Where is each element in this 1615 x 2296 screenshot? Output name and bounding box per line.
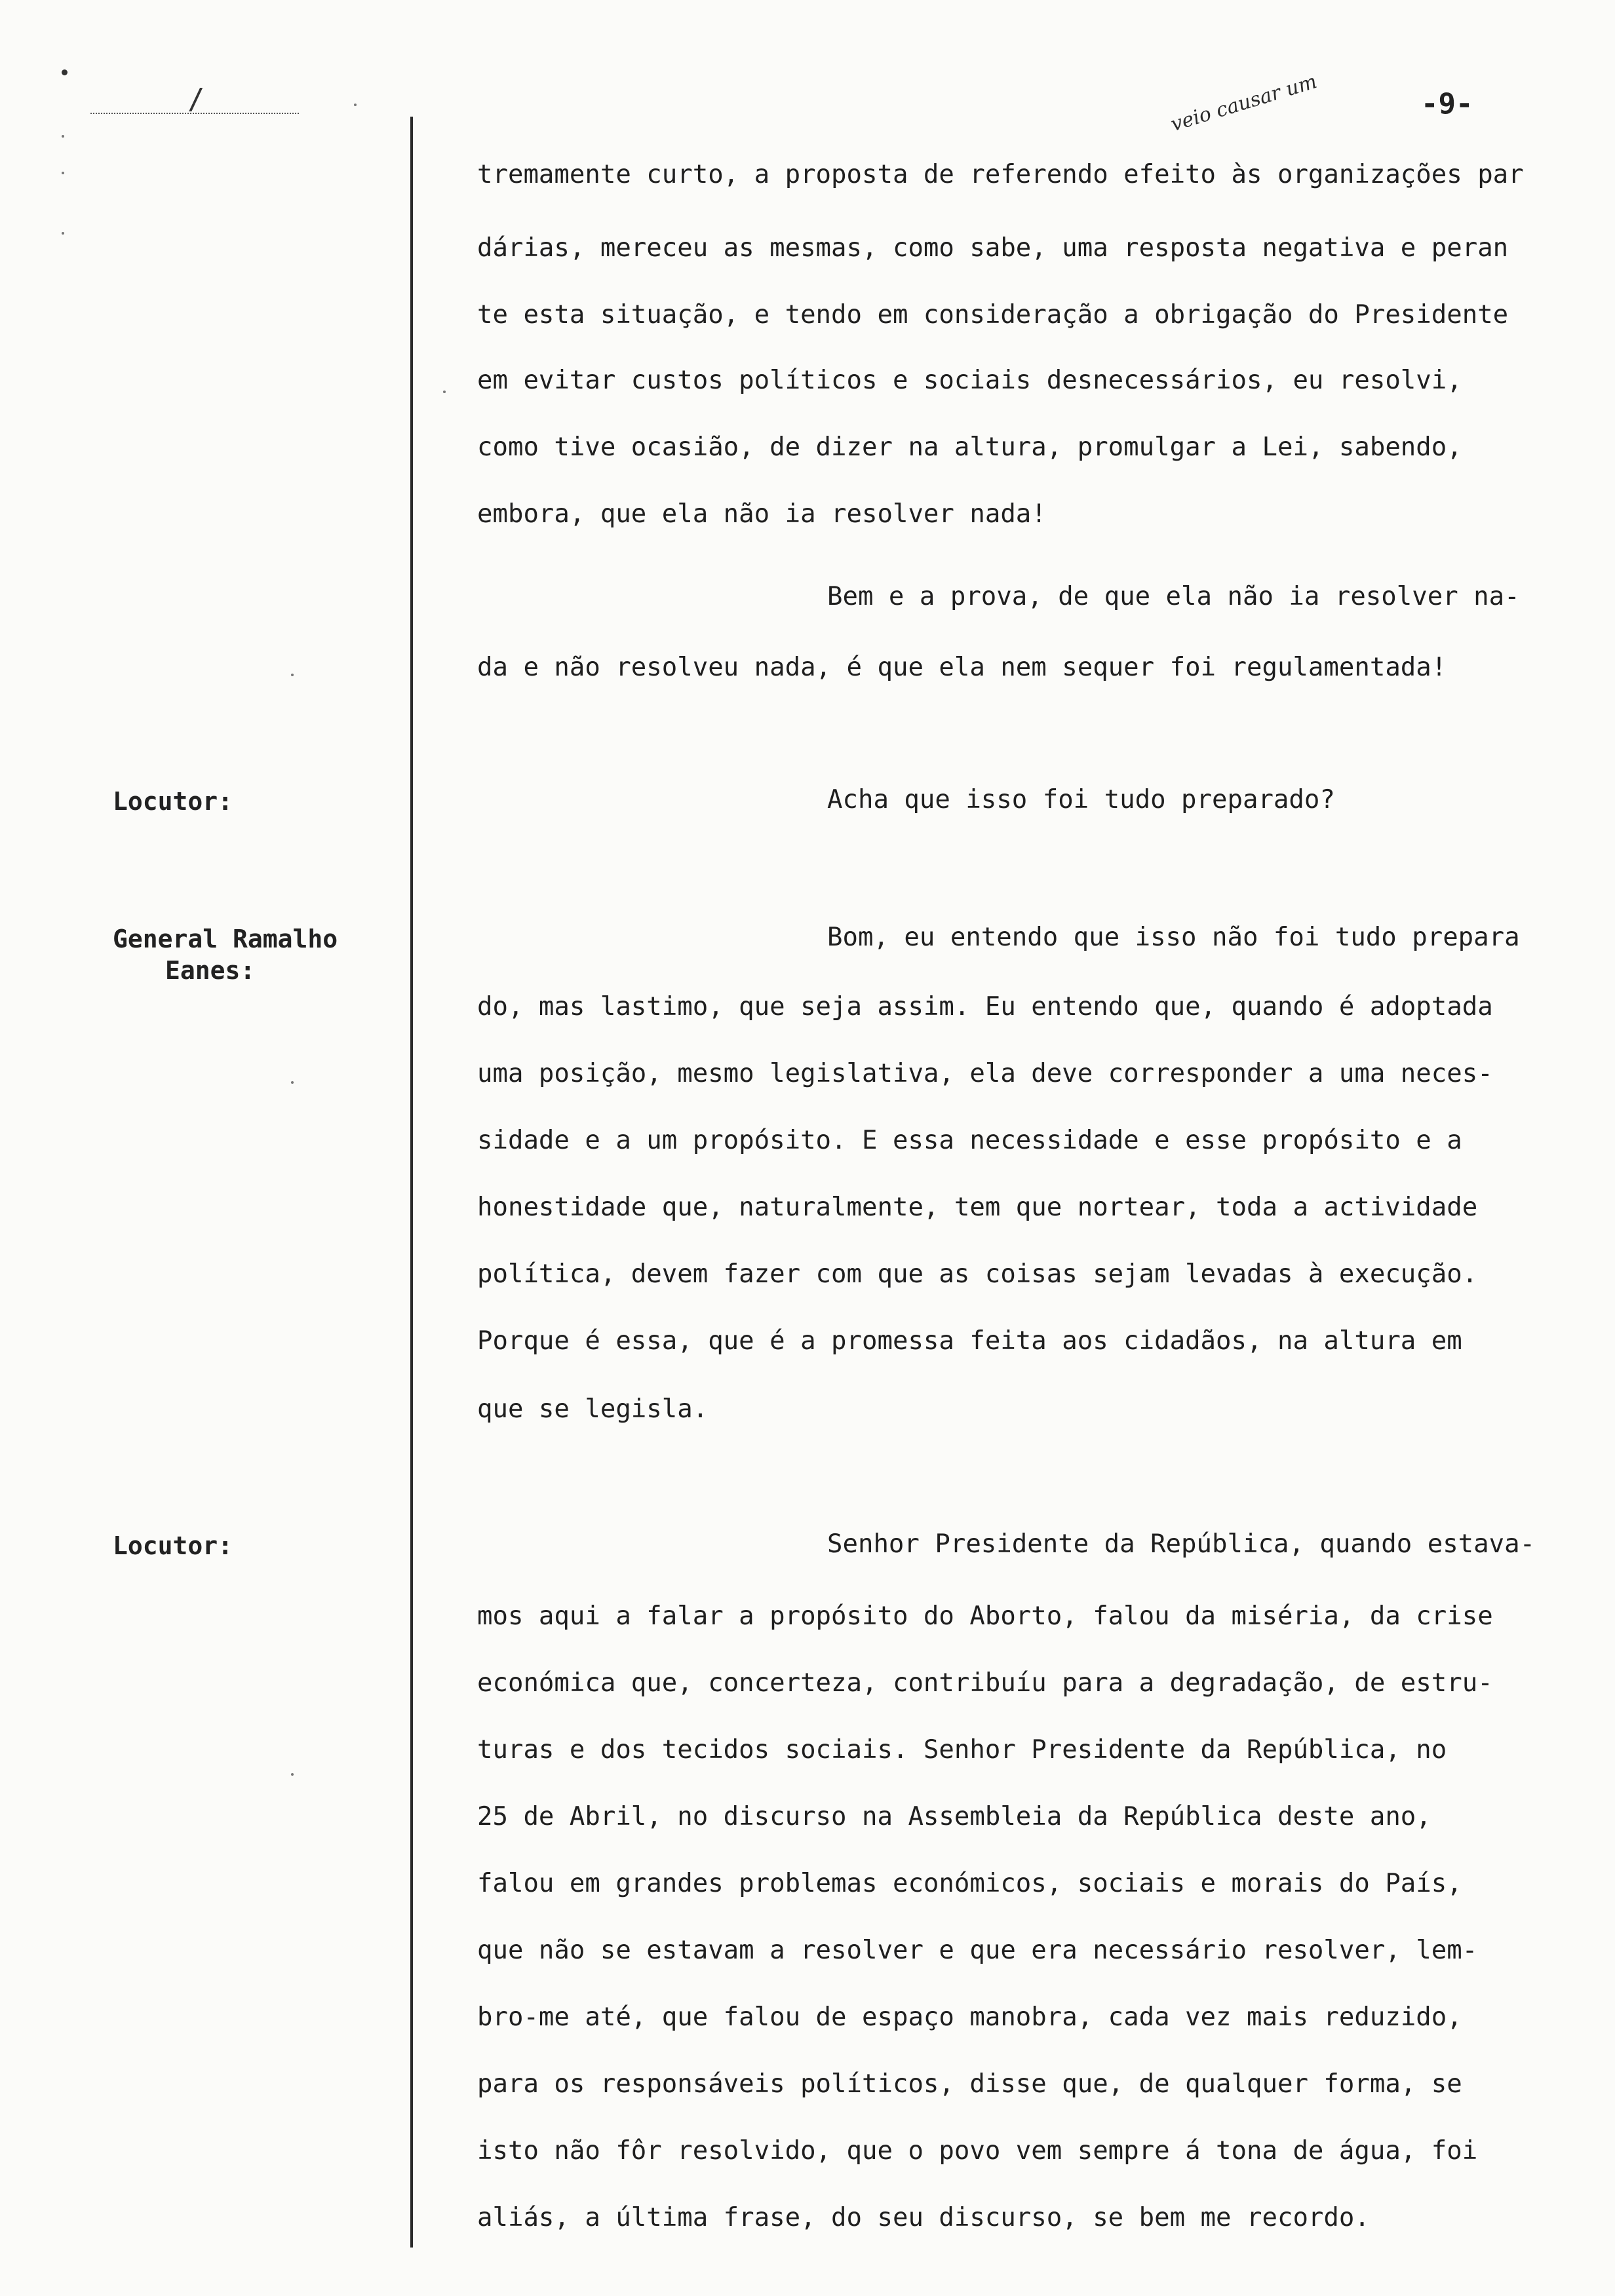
- speaker-locutor-2: Locutor:: [113, 1531, 233, 1560]
- text-line: Acha que isso foi tudo preparado?: [827, 785, 1335, 814]
- text-line: do, mas lastimo, que seja assim. Eu entendo que, quando é adoptada: [477, 992, 1493, 1022]
- text-line: Senhor Presidente da República, quando estava-: [827, 1529, 1536, 1559]
- text-line: bro-me até, que falou de espaço manobra, cada vez mais reduzido,: [477, 2002, 1462, 2032]
- margin-speck: [62, 172, 64, 174]
- text-line: como tive ocasião, de dizer na altura, promulgar a Lei, sabendo,: [477, 432, 1462, 462]
- margin-speck: [62, 135, 64, 138]
- text-line: te esta situação, e tendo em consideração a obrigação do Presidente: [477, 300, 1509, 330]
- text-line: uma posição, mesmo legislativa, ela deve corresponder a uma neces-: [477, 1059, 1493, 1088]
- text-line: falou em grandes problemas económicos, sociais e morais do País,: [477, 1869, 1462, 1898]
- text-line: dárias, mereceu as mesmas, como sabe, uma resposta negativa e peran: [477, 233, 1509, 263]
- text-line: aliás, a última frase, do seu discurso, se bem me recordo.: [477, 2203, 1370, 2232]
- text-line: Bom, eu entendo que isso não foi tudo prepara: [827, 923, 1520, 952]
- margin-dot: [62, 69, 68, 75]
- text-line: que se legisla.: [477, 1394, 709, 1424]
- speaker-locutor-1: Locutor:: [113, 787, 233, 816]
- text-line: que não se estavam a resolver e que era necessário resolver, lem-: [477, 1936, 1478, 1965]
- margin-speck: [291, 1081, 294, 1084]
- text-line: isto não fôr resolvido, que o povo vem sempre á tona de água, foi: [477, 2136, 1478, 2166]
- text-line: em evitar custos políticos e sociais desnecessários, eu resolvi,: [477, 366, 1462, 395]
- speaker-general-line2: Eanes:: [165, 956, 256, 985]
- page-number: -9-: [1421, 87, 1473, 121]
- text-line: embora, que ela não ia resolver nada!: [477, 499, 1047, 529]
- margin-speck: [354, 104, 357, 106]
- text-line: económica que, concerteza, contribuíu para a degradação, de estru-: [477, 1668, 1493, 1698]
- text-line: política, devem fazer com que as coisas sejam levadas à execução.: [477, 1259, 1478, 1289]
- text-line: turas e dos tecidos sociais. Senhor Presidente da República, no: [477, 1735, 1447, 1765]
- text-line: Bem e a prova, de que ela não ia resolver na-: [827, 582, 1520, 611]
- text-line: Porque é essa, que é a promessa feita aos cidadãos, na altura em: [477, 1326, 1462, 1356]
- margin-speck: [443, 391, 446, 393]
- margin-speck: [62, 232, 64, 235]
- text-line: para os responsáveis políticos, disse que, de qualquer forma, se: [477, 2069, 1462, 2099]
- column-divider: [410, 117, 413, 2248]
- text-line: 25 de Abril, no discurso na Assembleia da República deste ano,: [477, 1802, 1431, 1831]
- margin-speck: [291, 674, 294, 676]
- text-line: sidade e a um propósito. E essa necessidade e esse propósito e a: [477, 1126, 1462, 1155]
- text-line: tremamente curto, a proposta de referendo efeito às organizações par: [477, 160, 1524, 189]
- speaker-general-line1: General Ramalho: [113, 925, 338, 953]
- margin-speck: [291, 1773, 294, 1776]
- text-line: da e não resolveu nada, é que ela nem sequer foi regulamentada!: [477, 653, 1447, 682]
- text-line: honestidade que, naturalmente, tem que nortear, toda a actividade: [477, 1193, 1478, 1222]
- handwritten-correction: veio causar um: [1168, 69, 1320, 136]
- text-line: mos aqui a falar a propósito do Aborto, falou da miséria, da crise: [477, 1601, 1493, 1631]
- top-slash-mark: /: [187, 83, 205, 116]
